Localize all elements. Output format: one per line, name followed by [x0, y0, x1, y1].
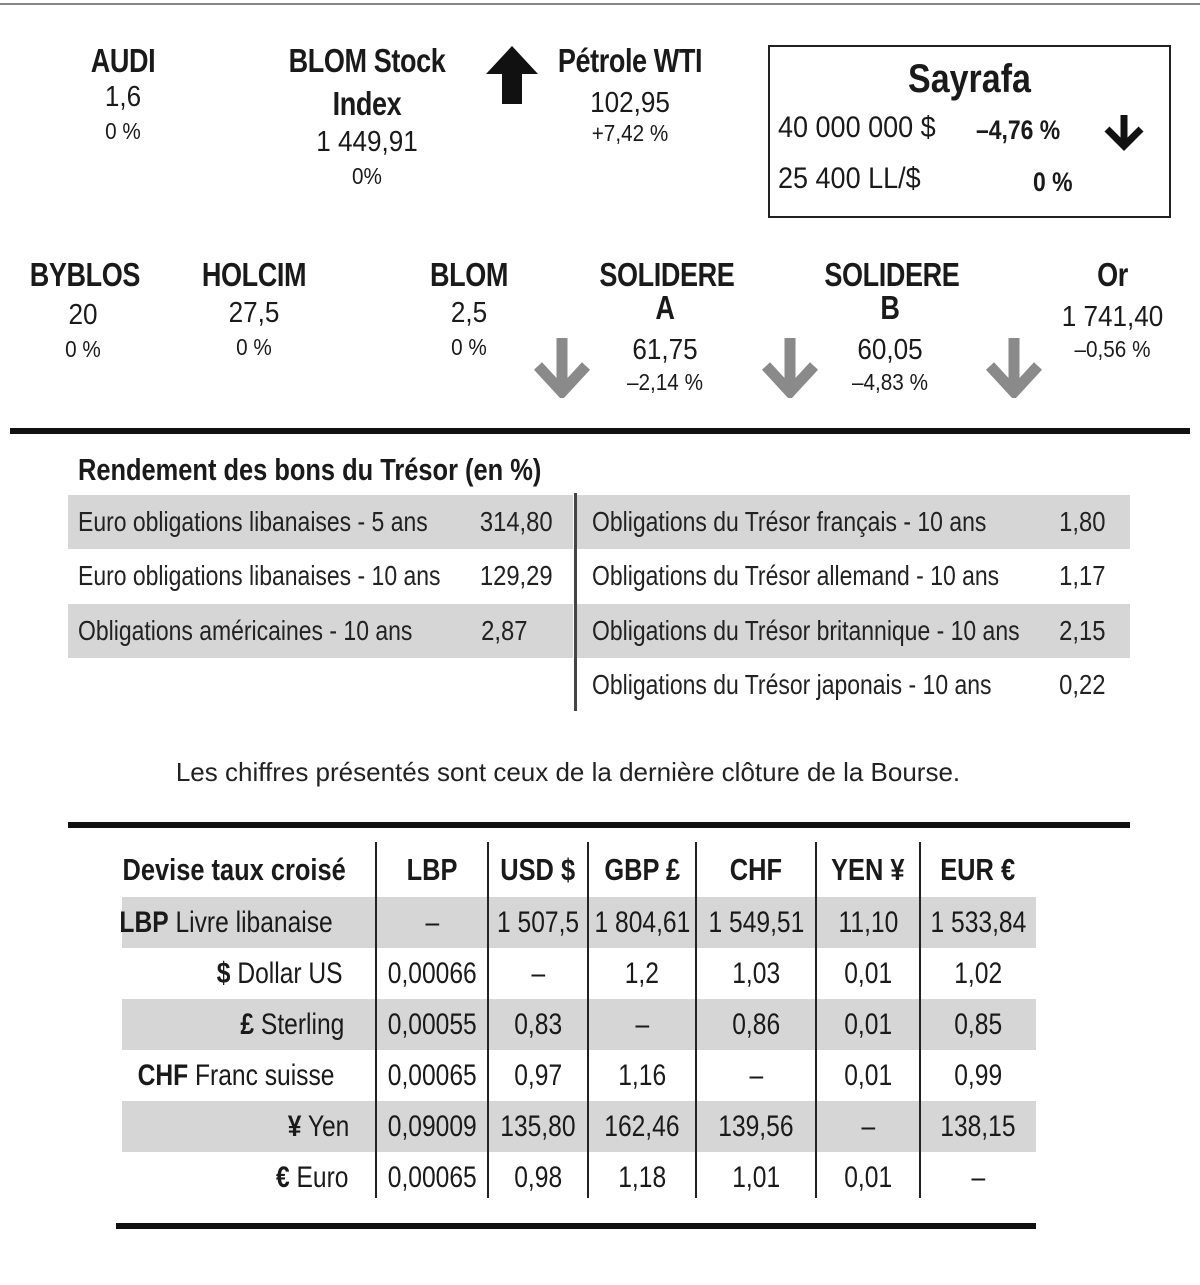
currency-symbol: £	[240, 1007, 255, 1041]
fx-row-label	[122, 1152, 376, 1203]
fx-row-label	[122, 1101, 376, 1152]
fx-cell	[588, 948, 696, 999]
yield-row	[577, 549, 1130, 603]
yield-row	[68, 549, 573, 603]
fx-cell	[920, 999, 1036, 1050]
fx-cell	[696, 1101, 816, 1152]
stock-name: SOLIDERE B	[824, 256, 960, 326]
stock-change: 0 %	[236, 334, 272, 360]
fx-value: 1,2	[624, 956, 660, 990]
stock-solidere-a	[585, 258, 745, 394]
arrow-down-icon	[984, 336, 1044, 398]
currency-symbol: CHF	[137, 1058, 189, 1092]
currency-symbol: $	[216, 956, 231, 990]
fx-value: 11,10	[838, 905, 898, 939]
currency-name: Livre libanaise	[175, 905, 333, 939]
fx-cell	[488, 1101, 588, 1152]
stock-change: 0 %	[105, 118, 141, 144]
stock-name: SOLIDERE A	[599, 256, 735, 326]
fx-value: –	[861, 1109, 875, 1143]
fx-value: 0,85	[954, 1007, 1002, 1041]
fx-cell	[488, 1050, 588, 1101]
stock-value: 27,5	[228, 297, 280, 329]
fx-header-label: YEN ¥	[831, 851, 905, 887]
stock-name-line1: BLOM Stock	[288, 42, 446, 79]
fx-cell	[488, 897, 588, 948]
stock-change: +7,42 %	[591, 120, 669, 146]
fx-cell	[376, 1050, 488, 1101]
sayrafa-title: Sayrafa	[908, 57, 1031, 101]
fx-value: 0,83	[514, 1007, 562, 1041]
stock-change: –2,14 %	[627, 369, 703, 395]
fx-header-cell	[488, 842, 588, 897]
fx-value: –	[749, 1058, 763, 1092]
stock-change: 0%	[352, 163, 382, 189]
fx-value: 135,80	[500, 1109, 576, 1143]
fx-header-cell	[920, 842, 1036, 897]
yield-row	[577, 658, 1130, 712]
stock-name-line2: Index	[332, 85, 402, 122]
fx-value: 0,98	[514, 1160, 562, 1194]
stock-change: –4,83 %	[852, 369, 928, 395]
fx-header-cell	[588, 842, 696, 897]
stock-holcim	[189, 258, 319, 359]
fx-row-label	[119, 897, 376, 948]
fx-row-yen	[122, 1101, 1036, 1152]
fx-cell	[816, 999, 920, 1050]
fx-cell	[488, 1152, 588, 1203]
fx-cell	[696, 999, 816, 1050]
section-divider	[10, 428, 1190, 434]
table-column-divider	[375, 842, 377, 1198]
yield-label: Obligations du Trésor britannique - 10 ans	[592, 615, 1020, 646]
fx-value: 139,56	[718, 1109, 794, 1143]
stock-name: Or	[1097, 256, 1128, 293]
fx-row-chf	[122, 1050, 1036, 1101]
yield-label: Obligations américaines - 10 ans	[78, 615, 413, 646]
yield-row	[577, 495, 1130, 549]
fx-value: 0,97	[514, 1058, 562, 1092]
sayrafa-volume-change: –4,76 %	[976, 115, 1061, 145]
fx-header-label: CHF	[729, 851, 783, 887]
fx-cell	[816, 1101, 920, 1152]
fx-header-cell	[122, 842, 376, 897]
stock-byblos	[18, 258, 148, 361]
fx-cell	[696, 1050, 816, 1101]
fx-cell	[816, 1050, 920, 1101]
stock-blom	[404, 258, 534, 359]
fx-cell	[488, 999, 588, 1050]
fx-value: 0,00065	[387, 1160, 477, 1194]
fx-value: 1,03	[732, 956, 780, 990]
yield-value: 1,80	[1058, 506, 1105, 537]
yields-divider	[574, 493, 577, 711]
fx-row-eur	[122, 1152, 1036, 1203]
yield-label: Obligations du Trésor allemand - 10 ans	[592, 560, 1000, 591]
sayrafa-volume: 40 000 000 $	[778, 111, 936, 144]
fx-cell	[816, 897, 920, 948]
stock-value: 2,5	[450, 297, 488, 329]
fx-cell	[488, 948, 588, 999]
fx-value: 138,15	[940, 1109, 1016, 1143]
sayrafa-rate-change: 0 %	[1033, 167, 1073, 197]
fx-cell	[920, 1101, 1036, 1152]
stock-petrole-wti	[530, 44, 730, 145]
stock-or	[1040, 258, 1185, 361]
currency-symbol: ¥	[287, 1109, 302, 1143]
table-bottom-rule	[116, 1223, 1036, 1229]
fx-cell	[376, 999, 488, 1050]
yield-row	[68, 495, 573, 549]
fx-cell	[376, 1152, 488, 1203]
table-column-divider	[919, 842, 921, 1198]
fx-value: 1,16	[618, 1058, 666, 1092]
fx-cell	[588, 1101, 696, 1152]
yield-label: Euro obligations libanaises - 10 ans	[78, 560, 441, 591]
currency-symbol: LBP	[119, 905, 169, 939]
fx-value: –	[531, 956, 545, 990]
fx-cell	[588, 999, 696, 1050]
yield-value: 2,15	[1058, 615, 1105, 646]
yield-value: 314,80	[480, 506, 553, 537]
stock-name: BLOM	[429, 256, 509, 293]
fx-row-gbp	[122, 999, 1036, 1050]
stock-solidere-b	[810, 258, 970, 394]
sayrafa-box	[768, 45, 1171, 218]
fx-value: 0,00065	[387, 1058, 477, 1092]
closing-note: Les chiffres présentés sont ceux de la dernière clôture de la Bourse.	[175, 757, 961, 787]
table-column-divider	[695, 842, 697, 1198]
yield-label: Euro obligations libanaises - 5 ans	[78, 506, 428, 537]
yield-label: Obligations du Trésor japonais - 10 ans	[592, 669, 992, 700]
fx-row-usd	[122, 948, 1036, 999]
fx-cell	[696, 1152, 816, 1203]
fx-table	[119, 842, 1036, 1203]
fx-header-row	[122, 842, 1036, 897]
stock-name: Pétrole WTI	[557, 42, 703, 79]
currency-name: Sterling	[261, 1007, 345, 1041]
fx-value: 162,46	[604, 1109, 680, 1143]
stock-change: 0 %	[65, 336, 101, 362]
stock-blom-index	[252, 44, 482, 188]
fx-header-label: GBP £	[604, 851, 680, 887]
table-column-divider	[815, 842, 817, 1198]
currency-name: Franc suisse	[194, 1058, 335, 1092]
currency-name: Euro	[296, 1160, 349, 1194]
fx-header-cell	[816, 842, 920, 897]
fx-cell	[588, 1152, 696, 1203]
fx-value: 0,01	[844, 956, 892, 990]
yield-value: 1,17	[1058, 560, 1105, 591]
fx-value: 0,99	[954, 1058, 1002, 1092]
fx-header-label: Devise taux croisé	[122, 851, 346, 887]
stock-change: –0,56 %	[1074, 336, 1151, 362]
top-rule	[0, 3, 1200, 5]
fx-cell	[588, 897, 696, 948]
fx-header-label: USD $	[500, 851, 576, 887]
stock-value: 60,05	[857, 334, 923, 366]
yield-row	[577, 604, 1130, 658]
sayrafa-rate: 25 400 LL/$	[778, 162, 921, 195]
stock-audi	[63, 44, 183, 143]
fx-value: 1,18	[618, 1160, 666, 1194]
stock-name: HOLCIM	[201, 256, 307, 293]
fx-cell	[696, 948, 816, 999]
arrow-down-icon	[532, 336, 592, 398]
currency-symbol: €	[275, 1160, 290, 1194]
fx-cell	[816, 948, 920, 999]
fx-cell	[920, 1152, 1036, 1203]
fx-value: 0,00055	[387, 1007, 477, 1041]
fx-value: 0,01	[844, 1058, 892, 1092]
table-top-rule	[68, 822, 1130, 828]
fx-value: –	[635, 1007, 649, 1041]
fx-row-lbp	[119, 897, 1036, 948]
fx-header-cell	[376, 842, 488, 897]
fx-value: 1,02	[954, 956, 1002, 990]
fx-row-label	[122, 999, 376, 1050]
fx-value: –	[971, 1160, 985, 1194]
fx-value: 1 507,5	[496, 905, 580, 939]
fx-value: 0,00066	[387, 956, 477, 990]
fx-cell	[920, 1050, 1036, 1101]
fx-cell	[696, 897, 816, 948]
fx-cell	[376, 1101, 488, 1152]
fx-header-cell	[696, 842, 816, 897]
fx-value: 1 804,61	[594, 905, 690, 939]
arrow-down-icon	[1103, 113, 1145, 151]
stock-value: 102,95	[590, 87, 670, 119]
fx-value: 1,01	[732, 1160, 780, 1194]
table-column-divider	[487, 842, 489, 1198]
stock-name: BYBLOS	[29, 256, 141, 293]
yields-title: Rendement des bons du Trésor (en %)	[78, 452, 542, 487]
fx-value: 0,01	[844, 1160, 892, 1194]
yield-label: Obligations du Trésor français - 10 ans	[592, 506, 987, 537]
yield-value: 129,29	[480, 560, 553, 591]
stock-value: 1,6	[104, 81, 142, 113]
fx-row-label	[122, 1050, 376, 1101]
stock-value: 61,75	[632, 334, 698, 366]
fx-value: –	[425, 905, 439, 939]
table-column-divider	[587, 842, 589, 1198]
fx-value: 0,01	[844, 1007, 892, 1041]
fx-cell	[376, 897, 488, 948]
fx-value: 0,86	[732, 1007, 780, 1041]
yield-value: 2,87	[480, 615, 527, 646]
fx-cell	[816, 1152, 920, 1203]
fx-value: 1 533,84	[930, 905, 1026, 939]
fx-value: 1 549,51	[708, 905, 804, 939]
currency-name: Yen	[307, 1109, 350, 1143]
currency-name: Dollar US	[236, 956, 343, 990]
fx-cell	[920, 948, 1036, 999]
stock-value: 1 741,40	[1061, 301, 1164, 333]
stock-value: 20	[68, 299, 98, 331]
stock-name: AUDI	[90, 42, 156, 79]
fx-cell	[920, 897, 1036, 948]
yield-value: 0,22	[1058, 669, 1105, 700]
fx-header-label: EUR €	[940, 851, 1016, 887]
yield-row	[68, 604, 573, 658]
fx-cell	[588, 1050, 696, 1101]
stock-value: 1 449,91	[316, 126, 418, 158]
stock-change: 0 %	[451, 334, 487, 360]
fx-cell	[376, 948, 488, 999]
fx-row-label	[122, 948, 376, 999]
fx-value: 0,09009	[387, 1109, 477, 1143]
fx-header-label: LBP	[406, 851, 458, 887]
